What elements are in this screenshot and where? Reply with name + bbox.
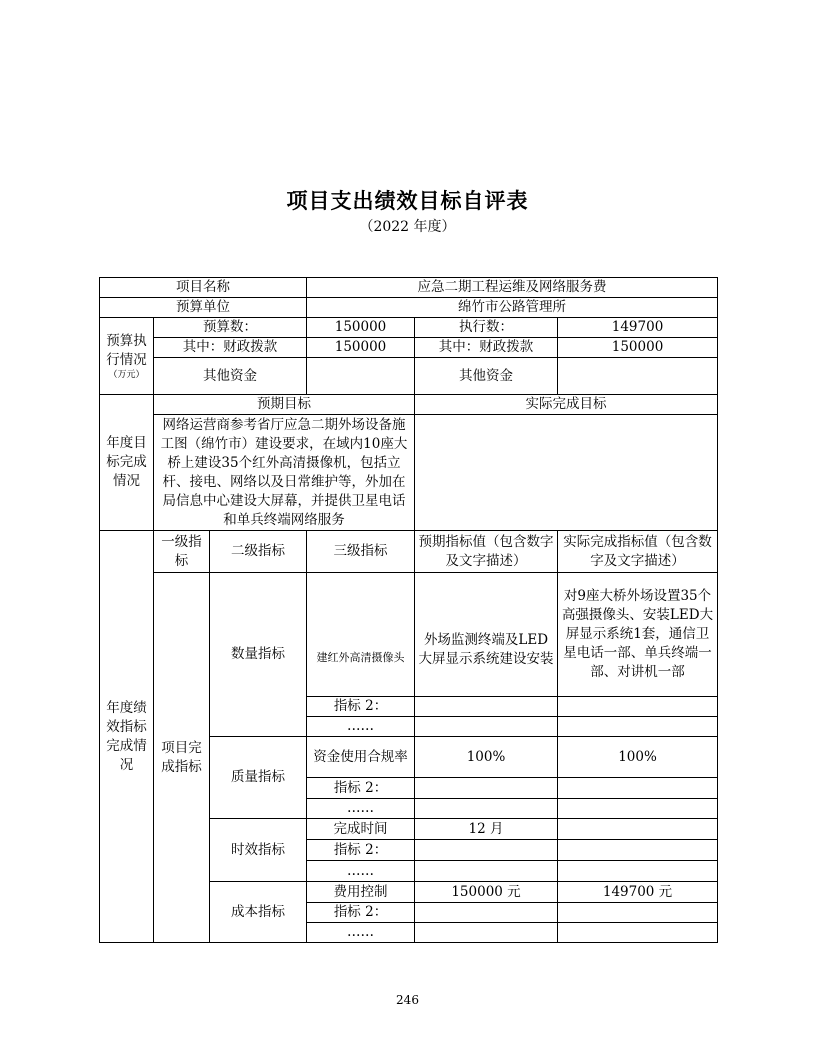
quantity-row2-expected <box>415 697 558 717</box>
col-header-level1: 一级指标 <box>154 531 210 573</box>
budget-section-text: 预算执行情况 <box>106 333 147 368</box>
timeliness-row1-actual <box>558 819 718 840</box>
timeliness-row3-expected <box>415 861 558 882</box>
quality-row3-expected <box>415 799 558 819</box>
expected-goal-header: 预期目标 <box>154 395 415 415</box>
budget-amount-value: 150000 <box>307 318 415 338</box>
cost-row1-actual: 149700 元 <box>558 882 718 903</box>
quantity-row3-expected <box>415 717 558 737</box>
quality-row2-expected <box>415 778 558 799</box>
timeliness-row2-name: 指标 2： <box>307 840 415 861</box>
exec-amount-value: 149700 <box>558 318 718 338</box>
other-funds-value <box>307 358 415 395</box>
goal-section-label: 年度目标完成情况 <box>100 395 154 531</box>
fiscal-exec-label: 其中：财政拨款 <box>415 338 558 358</box>
other-funds-exec-label: 其他资金 <box>415 358 558 395</box>
quality-indicator-label: 质量指标 <box>210 737 307 819</box>
col-header-expected: 预期指标值（包含数字及文字描述） <box>415 531 558 573</box>
quality-row3-actual <box>558 799 718 819</box>
page-subtitle: （2022 年度） <box>359 219 456 235</box>
timeliness-row2-actual <box>558 840 718 861</box>
other-funds-exec-value <box>558 358 718 395</box>
cost-row1-expected: 150000 元 <box>415 882 558 903</box>
indicator-section-label: 年度绩效指标完成情况 <box>100 531 154 943</box>
col-header-level2: 二级指标 <box>210 531 307 573</box>
quantity-row2-actual <box>558 697 718 717</box>
timeliness-row1-name: 完成时间 <box>307 819 415 840</box>
cost-row3-expected <box>415 923 558 943</box>
col-header-level3: 三级指标 <box>307 531 415 573</box>
quality-row3-name: …… <box>307 799 415 819</box>
budget-section-unit: （万元） <box>108 370 145 380</box>
fiscal-budget-value: 150000 <box>307 338 415 358</box>
timeliness-row3-actual <box>558 861 718 882</box>
exec-amount-label: 执行数： <box>415 318 558 338</box>
quantity-row1-expected: 外场监测终端及LED大屏显示系统建设安装 <box>415 573 558 697</box>
page-title: 项目支出绩效目标自评表 <box>286 189 529 213</box>
budget-unit-value: 绵竹市公路管理所 <box>307 298 718 318</box>
cost-row2-actual <box>558 903 718 923</box>
budget-unit-label: 预算单位 <box>100 298 307 318</box>
quality-row1-name: 资金使用合规率 <box>307 737 415 778</box>
quantity-indicator-label: 数量指标 <box>210 573 307 737</box>
quality-row1-actual: 100% <box>558 737 718 778</box>
quantity-row2-name: 指标 2： <box>307 697 415 717</box>
quality-row2-name: 指标 2： <box>307 778 415 799</box>
timeliness-row1-expected: 12 月 <box>415 819 558 840</box>
quantity-row1-actual: 对9座大桥外场设置35个高强摄像头、安装LED大屏显示系统1套，通信卫星电话一部、单兵终端一部、对讲机一部 <box>558 573 718 697</box>
timeliness-row2-expected <box>415 840 558 861</box>
quality-row1-expected: 100% <box>415 737 558 778</box>
col-header-actual: 实际完成指标值（包含数字及文字描述） <box>558 531 718 573</box>
quantity-row3-name: …… <box>307 717 415 737</box>
project-name-label: 项目名称 <box>100 278 307 298</box>
cost-indicator-label: 成本指标 <box>210 882 307 943</box>
fiscal-exec-value: 150000 <box>558 338 718 358</box>
timeliness-indicator-label: 时效指标 <box>210 819 307 882</box>
cost-row1-name: 费用控制 <box>307 882 415 903</box>
budget-amount-label: 预算数： <box>154 318 307 338</box>
quantity-row1-name: 建红外高清摄像头 <box>307 573 415 697</box>
quality-row2-actual <box>558 778 718 799</box>
fiscal-budget-label: 其中：财政拨款 <box>154 338 307 358</box>
actual-goal-header: 实际完成目标 <box>415 395 718 415</box>
other-funds-label: 其他资金 <box>154 358 307 395</box>
cost-row2-name: 指标 2： <box>307 903 415 923</box>
quantity-row3-actual <box>558 717 718 737</box>
cost-row2-expected <box>415 903 558 923</box>
cost-row3-actual <box>558 923 718 943</box>
timeliness-row3-name: …… <box>307 861 415 882</box>
level1-project-completion: 项目完成指标 <box>154 573 210 943</box>
page-number: 246 <box>396 993 419 1007</box>
budget-section-label <box>100 318 154 395</box>
actual-goal-text <box>415 415 718 531</box>
project-name-value: 应急二期工程运维及网络服务费 <box>307 278 718 298</box>
self-evaluation-table <box>99 277 718 943</box>
cost-row3-name: …… <box>307 923 415 943</box>
expected-goal-text: 网络运营商参考省厅应急二期外场设备施工图（绵竹市）建设要求，在域内10座大桥上建设35个红外高清摄像机，包括立杆、接电、网络以及日常维护等，外加在局信息中心建设大屏幕，并提供卫星电话和单兵终端网络服务 <box>154 415 415 531</box>
